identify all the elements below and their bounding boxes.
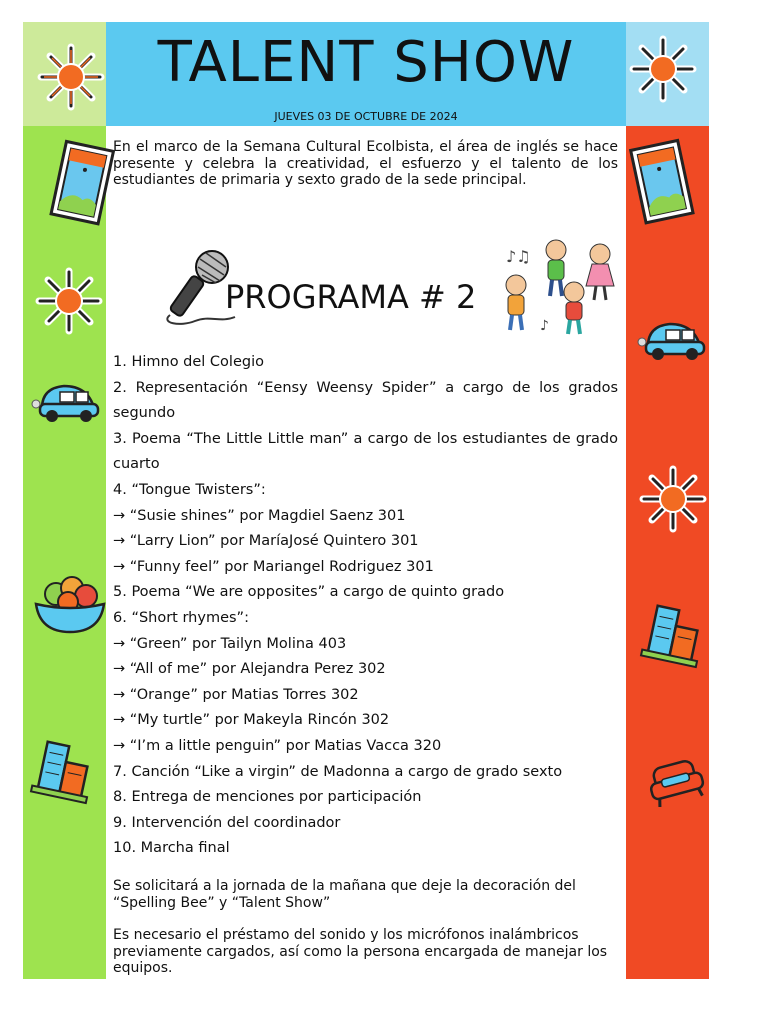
program-item: 2. Representación “Eensy Weensy Spider” a cargo de los grados segundo	[113, 379, 618, 422]
fruit-bowl-icon	[32, 572, 108, 634]
program-item: 8. Entrega de menciones por participación	[113, 789, 422, 806]
window-icon	[52, 142, 116, 226]
svg-text:♪: ♪	[540, 318, 549, 334]
program-item: → “My turtle” por Makeyla Rincón 302	[113, 712, 390, 729]
program-item: 1. Himno del Colegio	[113, 354, 264, 370]
page-title: TALENT SHOW	[157, 30, 575, 95]
program-item: 5. Poema “We are opposites” a cargo de quinto grado	[113, 584, 505, 601]
event-date: JUEVES 03 DE OCTUBRE DE 2024	[274, 110, 458, 123]
right-border-band	[626, 126, 709, 979]
window-icon	[630, 140, 700, 224]
left-border-band	[23, 126, 106, 979]
program-item: → “All of me” por Alejandra Perez 302	[113, 661, 386, 678]
program-item: 10. Marcha final	[113, 840, 230, 857]
note-sound-equipment: Es necesario el préstamo del sonido y los micrófonos inalámbricos previamente cargados, así como la persona encargada de manejar los equipos.	[113, 927, 608, 976]
building-icon	[32, 740, 98, 802]
kids-music-icon	[500, 240, 630, 335]
svg-text:♪♫: ♪♫	[506, 247, 531, 266]
sun-icon	[628, 34, 698, 104]
building-icon	[642, 604, 708, 666]
sun-icon	[638, 464, 708, 534]
sofa-icon	[644, 756, 708, 808]
program-item: 7. Canción “Like a virgin” de Madonna a cargo de grado sexto	[113, 763, 563, 780]
program-item: → “Orange” por Matias Torres 302	[113, 686, 359, 703]
program-heading: PROGRAMA # 2	[225, 278, 477, 316]
sun-icon	[36, 42, 106, 112]
note-decoration: Se solicitará a la jornada de la mañana que deje la decoración del “Spelling Bee” y “Talent Show”	[113, 878, 576, 911]
program-item: 3. Poema “The Little Little man” a cargo de los estudiantes de grado cuarto	[113, 430, 618, 473]
intro-paragraph: En el marco de la Semana Cultural Ecolbista, el área de inglés se hace presente y celebra la creatividad, el esfuerzo y el talento de los estudiantes de primaria y sexto grado de la sede principal.	[113, 139, 618, 188]
sun-icon	[34, 266, 104, 336]
program-item: 6. “Short rhymes”:	[113, 609, 249, 626]
program-item: → “Susie shines” por Magdiel Saenz 301	[113, 507, 406, 524]
program-item: 4. “Tongue Twisters”:	[113, 481, 266, 498]
program-item: → “I’m a little penguin” por Matias Vacca 320	[113, 737, 442, 754]
program-item: → “Green” por Tailyn Molina 403	[113, 635, 347, 652]
program-item: → “Larry Lion” por MaríaJosé Quintero 301	[113, 533, 419, 550]
program-list	[113, 350, 618, 862]
program-item: → “Funny feel” por Mariangel Rodriguez 301	[113, 558, 434, 575]
program-item: 9. Intervención del coordinador	[113, 814, 341, 831]
car-icon	[636, 318, 708, 364]
car-icon	[30, 380, 102, 426]
